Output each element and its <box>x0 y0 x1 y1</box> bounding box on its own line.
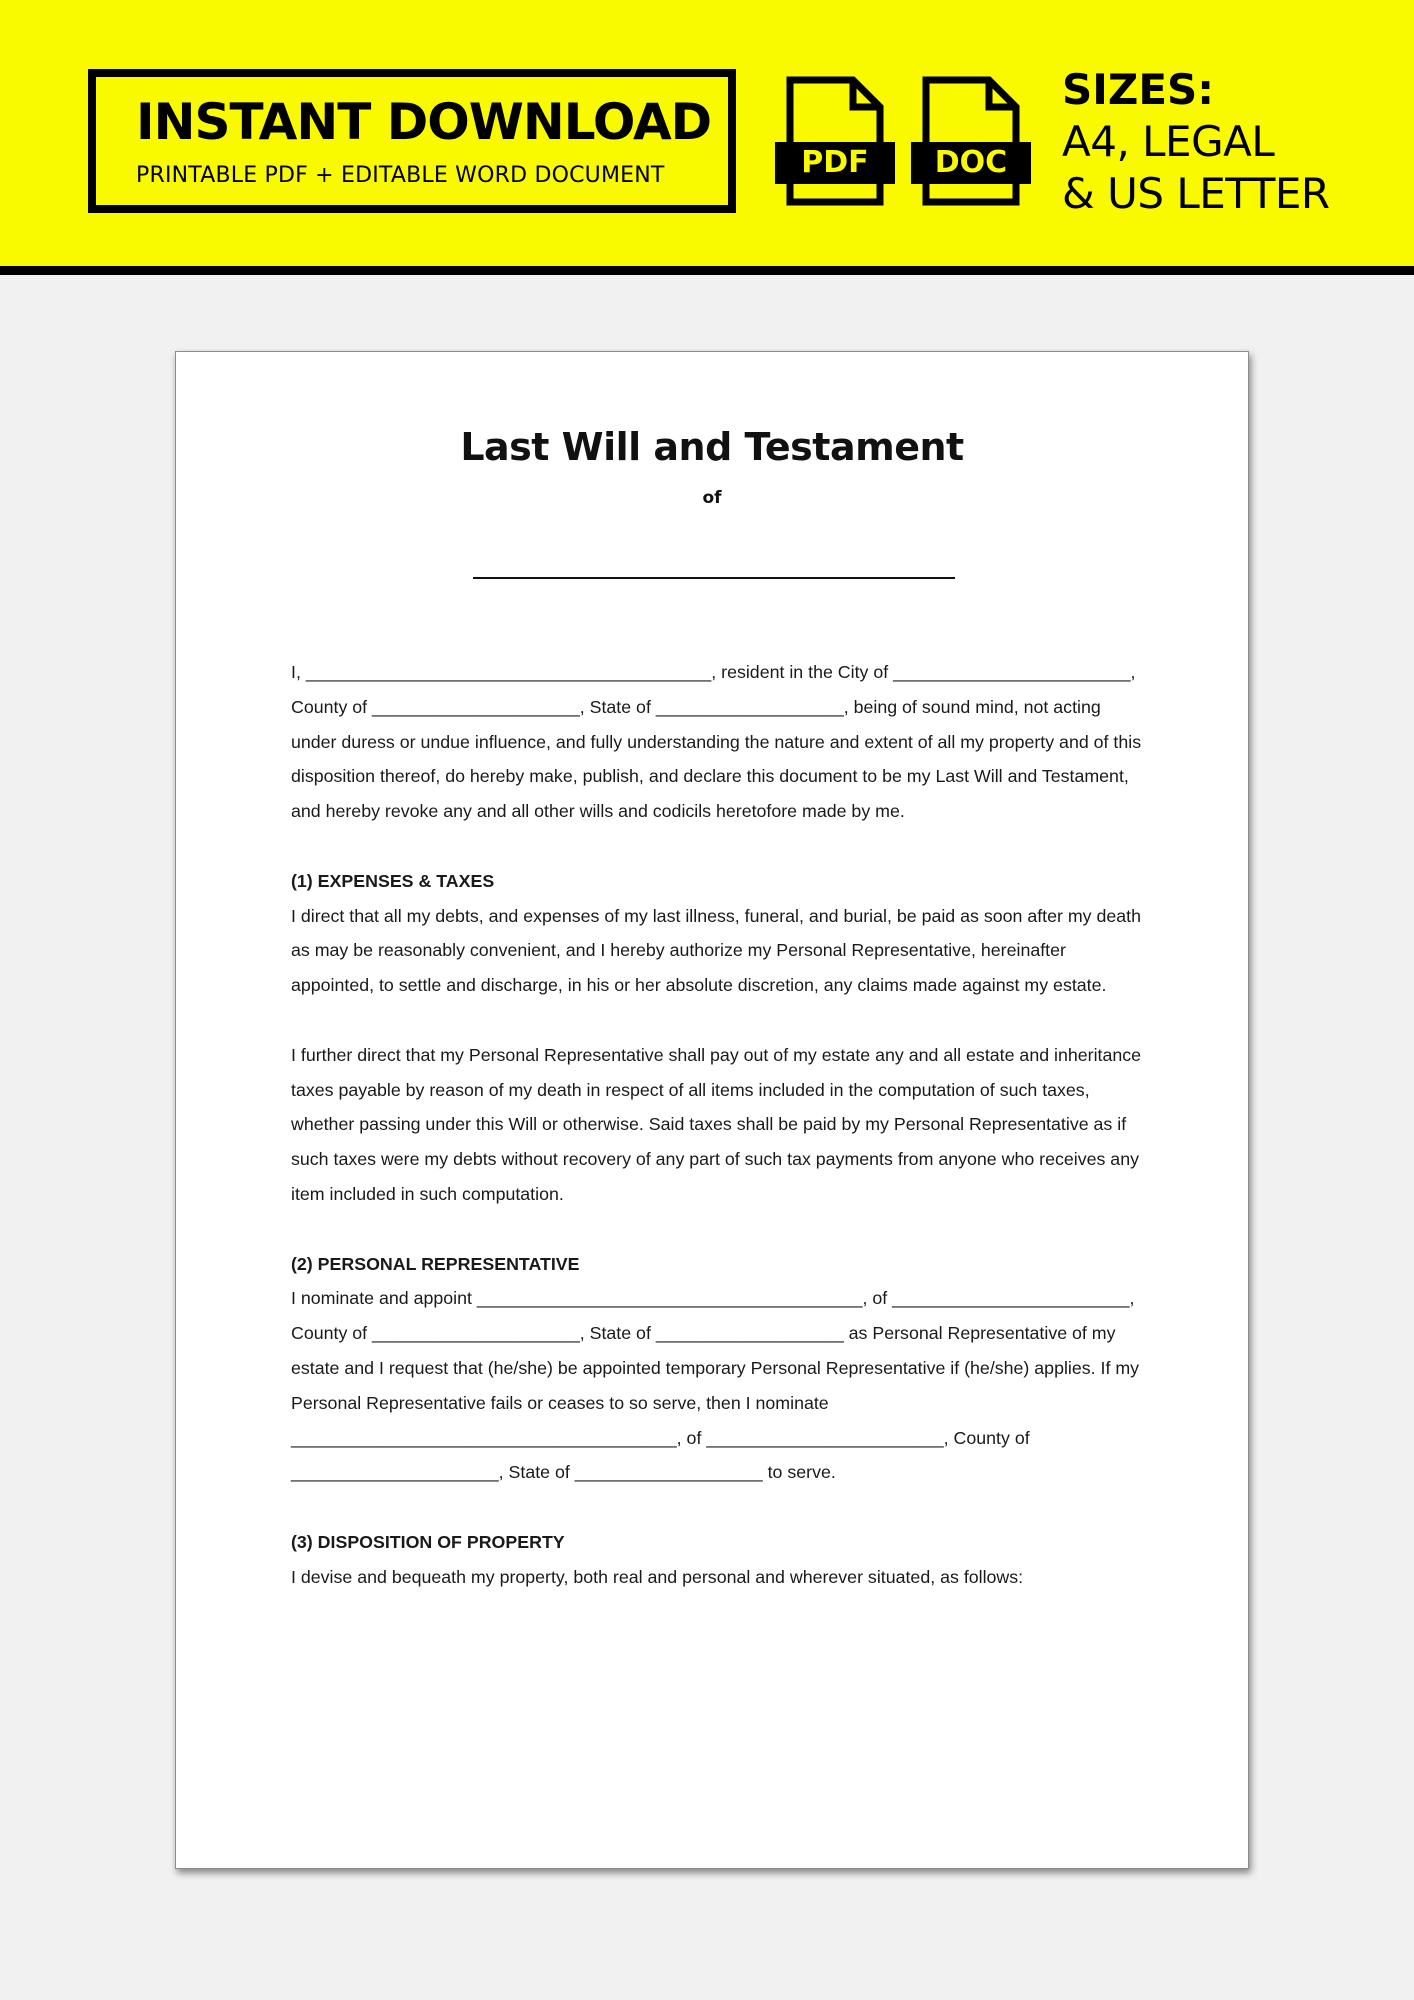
section-1-heading: (1) EXPENSES & TAXES <box>291 870 495 891</box>
section-1-paragraph-1: I direct that all my debts, and expenses of my last illness, funeral, and burial, be paid as soon after my death as may be reasonably convenient, and I hereby authorize my Personal Representative, hereinafter appointed, to settle and discharge, in his or her absolute discretion, any claims made against my estate. <box>291 905 1142 996</box>
sizes-line-2: & US LETTER <box>1062 169 1330 218</box>
section-3-heading: (3) DISPOSITION OF PROPERTY <box>291 1531 565 1552</box>
intro-paragraph: I, _________________________________________, resident in the City of ________________________, County of _____________________, State of ___________________, being of sound mind, not acting under duress or undue influence, and fully understanding the nature and extent of all my property and of this disposition thereof, do hereby make, publish, and declare this document to be my Last Will and Testament, and hereby revoke any and all other wills and codicils heretofore made by me. <box>291 662 1142 822</box>
doc-label: DOC <box>934 145 1008 180</box>
section-2-heading: (2) PERSONAL REPRESENTATIVE <box>291 1253 580 1274</box>
sizes-line-1: A4, LEGAL <box>1062 117 1275 166</box>
sizes-info <box>1062 64 1330 220</box>
document-title: Last Will and Testament <box>460 425 964 469</box>
section-personal-representative <box>291 1247 1151 1491</box>
document-page <box>175 351 1249 1869</box>
download-title: INSTANT DOWNLOAD <box>136 93 712 151</box>
pdf-label: PDF <box>801 145 869 180</box>
sizes-heading: SIZES: <box>1062 65 1215 114</box>
download-subtitle: PRINTABLE PDF + EDITABLE WORD DOCUMENT <box>136 163 665 188</box>
product-banner <box>0 0 1414 275</box>
section-expenses-taxes <box>291 864 1151 1003</box>
doc-file-icon <box>911 76 1031 206</box>
pdf-file-icon <box>775 76 895 206</box>
section-disposition-property <box>291 1525 1151 1595</box>
section-1-paragraph-2: I further direct that my Personal Representative shall pay out of my estate any and all estate and inheritance taxes payable by reason of my death in respect of all items included in the computation of such taxes, whether passing under this Will or otherwise. Said taxes shall be paid by my Personal Representative as if such taxes were my debts without recovery of any part of such tax payments from anyone who receives any item included in such computation. <box>291 1044 1142 1204</box>
testator-name-line <box>473 577 955 579</box>
section-3-paragraph-1: I devise and bequeath my property, both real and personal and wherever situated, as follows: <box>291 1566 1024 1587</box>
document-body <box>291 655 1151 1629</box>
instant-download-box <box>88 69 736 213</box>
section-2-paragraph-1: I nominate and appoint _______________________________________, of ________________________, County of _____________________, State of ___________________ as Personal Representative of my estate and I request that (he/she) be appointed temporary Personal Representative if (he/she) applies. If my Personal Representative fails or ceases to so serve, then I nominate _______________________________________, of ________________________, County of _____________________, State of ___________________ to serve. <box>291 1288 1140 1483</box>
document-of: of <box>702 488 722 508</box>
